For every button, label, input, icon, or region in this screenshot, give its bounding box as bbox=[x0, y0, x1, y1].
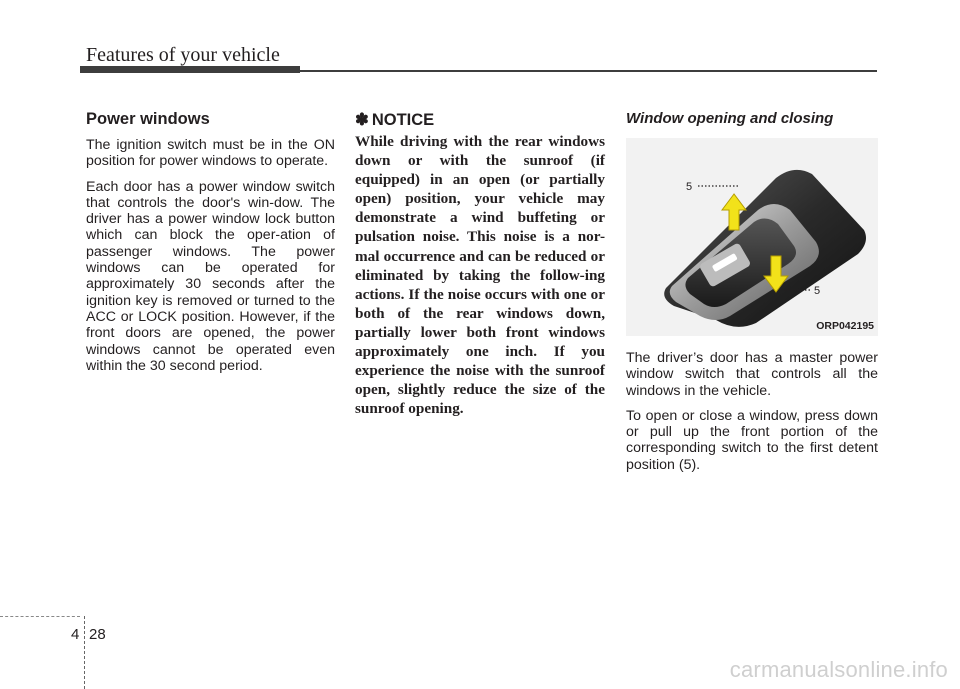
window-switch-figure bbox=[626, 138, 878, 336]
window-section-paragraph-2: To open or close a window, press down or pull up the front portion of the corresponding switch to the first detent position (5). bbox=[626, 407, 878, 473]
page-header-title: Features of your vehicle bbox=[86, 44, 280, 66]
window-switch-illustration bbox=[626, 138, 878, 336]
power-windows-heading: Power windows bbox=[86, 110, 210, 128]
notice-column bbox=[355, 110, 605, 418]
footer-vertical-rule bbox=[84, 616, 85, 689]
power-windows-paragraph-1: The ignition switch must be in the ON position for power windows to operate. bbox=[86, 137, 335, 170]
notice-text: While driving with the rear windows down or with the sunroof (if equipped) in an open (or partially open) position, your vehicle may demonstrate a wind buffeting or pulsation noise. This noise is a nor-mal occurrence and can be reduced or eliminated by taking the follow-ing actions. If the noise occurs with one or both of the rear windows down, partially lower both front windows approximately one inch. If you experience the noise with the sunroof open, slightly reduce the size of the sunroof opening. bbox=[355, 133, 605, 418]
notice-title: NOTICE bbox=[371, 110, 435, 129]
chapter-number: 4 bbox=[71, 626, 80, 643]
notice-heading bbox=[355, 110, 605, 130]
window-section-heading: Window opening and closing bbox=[626, 110, 834, 127]
power-windows-paragraph-2: Each door has a power window switch that controls the door's win-dow. The driver has a power window lock button which can block the oper-ation of passenger windows. The power windows can be operated for approximately 30 seconds after the ignition key is removed or turned to the ACC or LOCK position. However, if the front doors are opened, the power windows cannot be operated even within the 30 second period. bbox=[86, 178, 335, 374]
watermark: carmanualsonline.info bbox=[729, 657, 948, 682]
window-section-paragraph-1: The driver’s door has a master power window switch that controls all the windows in the vehicle. bbox=[626, 350, 878, 399]
power-windows-column bbox=[86, 110, 335, 383]
header-rule bbox=[300, 70, 877, 72]
figure-code: ORP042195 bbox=[816, 320, 874, 332]
figure-label-bottom: 5 bbox=[814, 285, 821, 297]
figure-label-top: 5 bbox=[686, 181, 693, 193]
header-bar bbox=[80, 66, 300, 73]
cross-star-icon: ✽ bbox=[355, 111, 369, 129]
window-section-column bbox=[626, 110, 878, 482]
footer-horizontal-rule bbox=[0, 616, 80, 617]
page-number: 28 bbox=[89, 626, 106, 643]
